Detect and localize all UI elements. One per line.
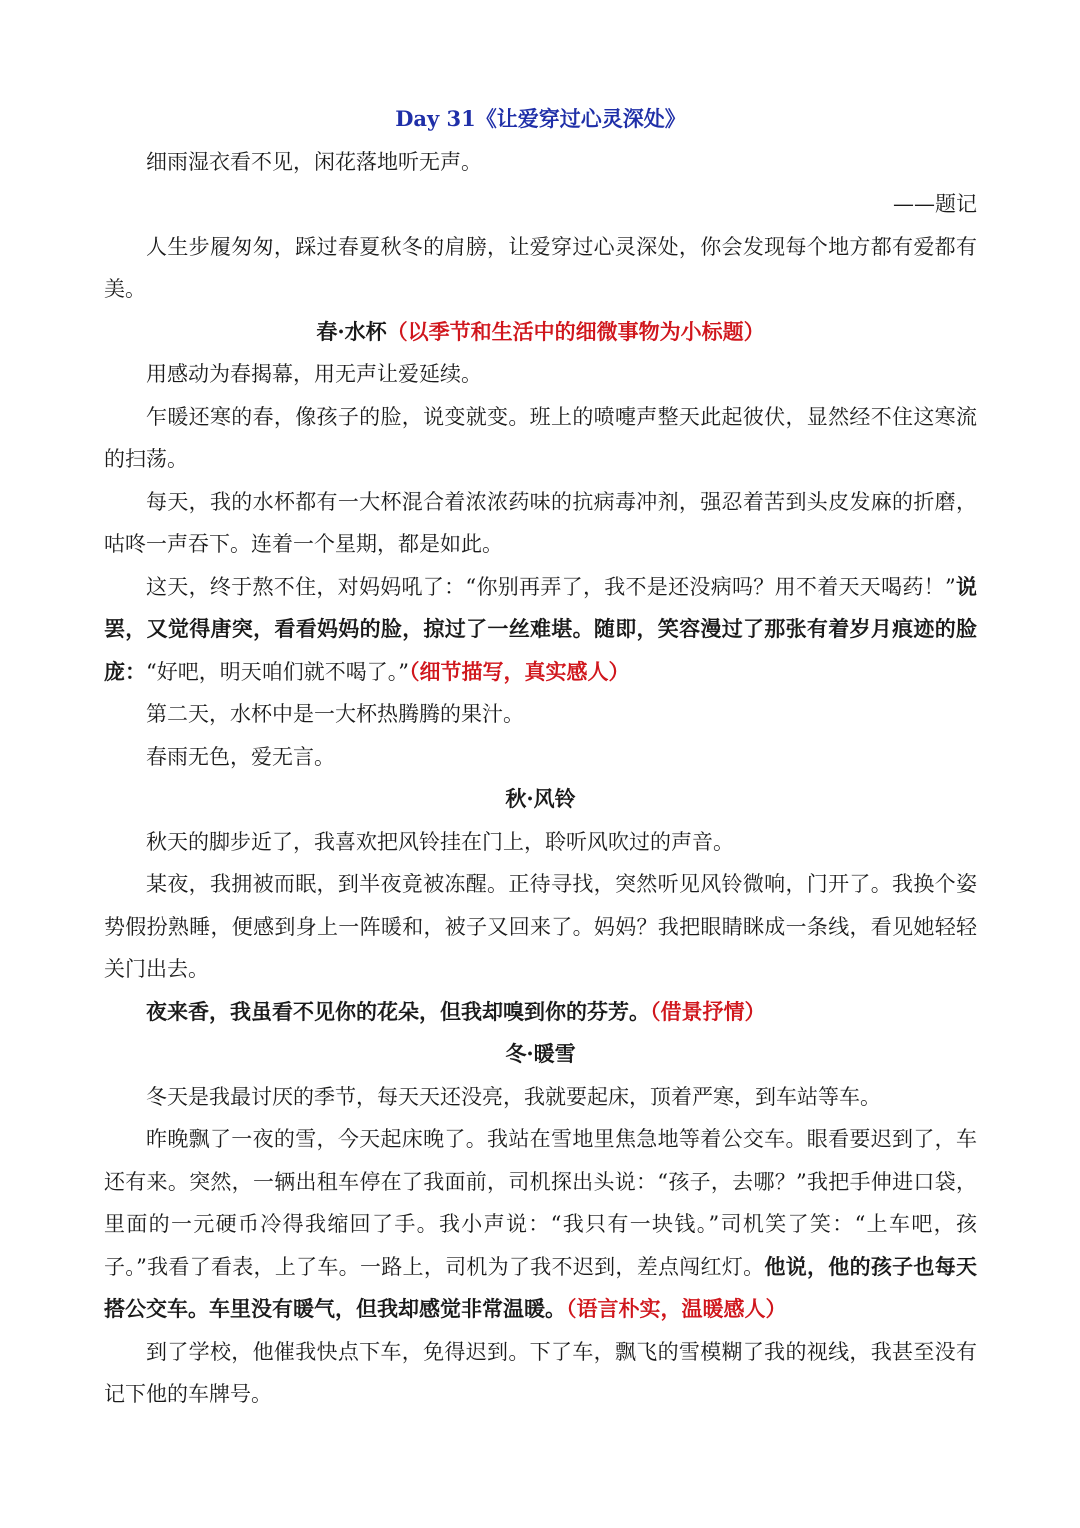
- document-title: Day 31《让爱穿过心灵深处》: [395, 106, 686, 131]
- spring-p4-annotation: （细节描写，真实感人）: [408, 658, 630, 684]
- spring-paragraph-3: 每天，我的水杯都有一大杯混合着浓浓药味的抗病毒冲剂，强忍着苦到头皮发麻的折磨，咕咚一声吞下。连着一个星期，都是如此。: [104, 489, 977, 556]
- epigraph-attribution: ——题记: [893, 192, 977, 216]
- winter-paragraph-2: [104, 1118, 977, 1331]
- winter-paragraph-1: 冬天是我最讨厌的季节，每天天还没亮，我就要起床，顶着严寒，到车站等车。: [146, 1084, 881, 1109]
- spring-paragraph-6: 春雨无色，爱无言。: [146, 744, 335, 769]
- winter-p2-bold: 他说，他的孩子也每天搭公交车。车里没有暖气，但我却感觉非常温暖。: [104, 1253, 978, 1321]
- autumn-paragraph-1: 秋天的脚步近了，我喜欢把风铃挂在门上，聆听风吹过的声音。: [146, 829, 734, 854]
- spring-paragraph-4: [104, 566, 977, 694]
- spring-paragraph-5: 第二天，水杯中是一大杯热腾腾的果汁。: [146, 702, 524, 726]
- intro-paragraph: 人生步履匆匆，踩过春夏秋冬的肩膀，让爱穿过心灵深处，你会发现每个地方都有爱都有美。: [104, 234, 977, 301]
- autumn-paragraph-3: [104, 991, 977, 1034]
- document-page: [104, 98, 977, 1416]
- spring-p4-quote: “好吧，明天咱们就不喝了。”: [146, 659, 409, 684]
- spring-p4-bold: 说罢，又觉得唐突，看看妈妈的脸，掠过了一丝难堪。随即，笑容漫过了那张有着岁月痕迹的脸庞：: [104, 573, 978, 684]
- winter-paragraph-3: 到了学校，他催我快点下车，免得迟到。下了车，飘飞的雪模糊了我的视线，我甚至没有记下他的车牌号。: [104, 1339, 977, 1406]
- autumn-paragraph-2: 某夜，我拥被而眠，到半夜竟被冻醒。正待寻找，突然听见风铃微响，门开了。我换个姿势假扮熟睡，便感到身上一阵暖和，被子又回来了。妈妈？我把眼睛眯成一条线，看见她轻轻关门出去。: [104, 872, 977, 981]
- winter-p2-annotation: （语言朴实，温暖感人）: [566, 1296, 787, 1321]
- section-heading-autumn: 秋·风铃: [505, 786, 576, 811]
- spring-p4-plain: 这天，终于熬不住，对妈妈吼了：“你别再弄了，我不是还没病吗？用不着天天喝药！”: [146, 574, 956, 599]
- spring-paragraph-1: 用感动为春揭幕，用无声让爱延续。: [146, 362, 482, 386]
- autumn-p3-bold: 夜来香，我虽看不见你的花朵，但我却嗅到你的芬芳。: [146, 998, 650, 1024]
- section-heading-winter: 冬·暖雪: [505, 1041, 576, 1066]
- spring-heading-annotation: （以季节和生活中的细微事物为小标题）: [386, 318, 765, 344]
- spring-paragraph-2: 乍暖还寒的春，像孩子的脸，说变就变。班上的喷嚏声整天此起彼伏，显然经不住这寒流的扫荡。: [104, 404, 977, 471]
- winter-p2-plain: 昨晚飘了一夜的雪，今天起床晚了。我站在雪地里焦急地等着公交车。眼看要迟到了，车还有来。突然，一辆出租车停在了我面前，司机探出头说：“孩子，去哪？”我把手伸进口袋，里面的一元硬币冷得我缩回了手。我小声说：“我只有一块钱。”司机笑了笑：“上车吧，孩子。”我看了看表，上了车。一路上，司机为了我不迟到，差点闯红灯。: [104, 1127, 977, 1279]
- epigraph: 细雨湿衣看不见，闲花落地听无声。: [146, 149, 482, 174]
- autumn-p3-annotation: （借景抒情）: [650, 998, 766, 1024]
- spring-heading-text: 春·水杯: [316, 318, 387, 344]
- section-heading-spring: [104, 311, 977, 354]
